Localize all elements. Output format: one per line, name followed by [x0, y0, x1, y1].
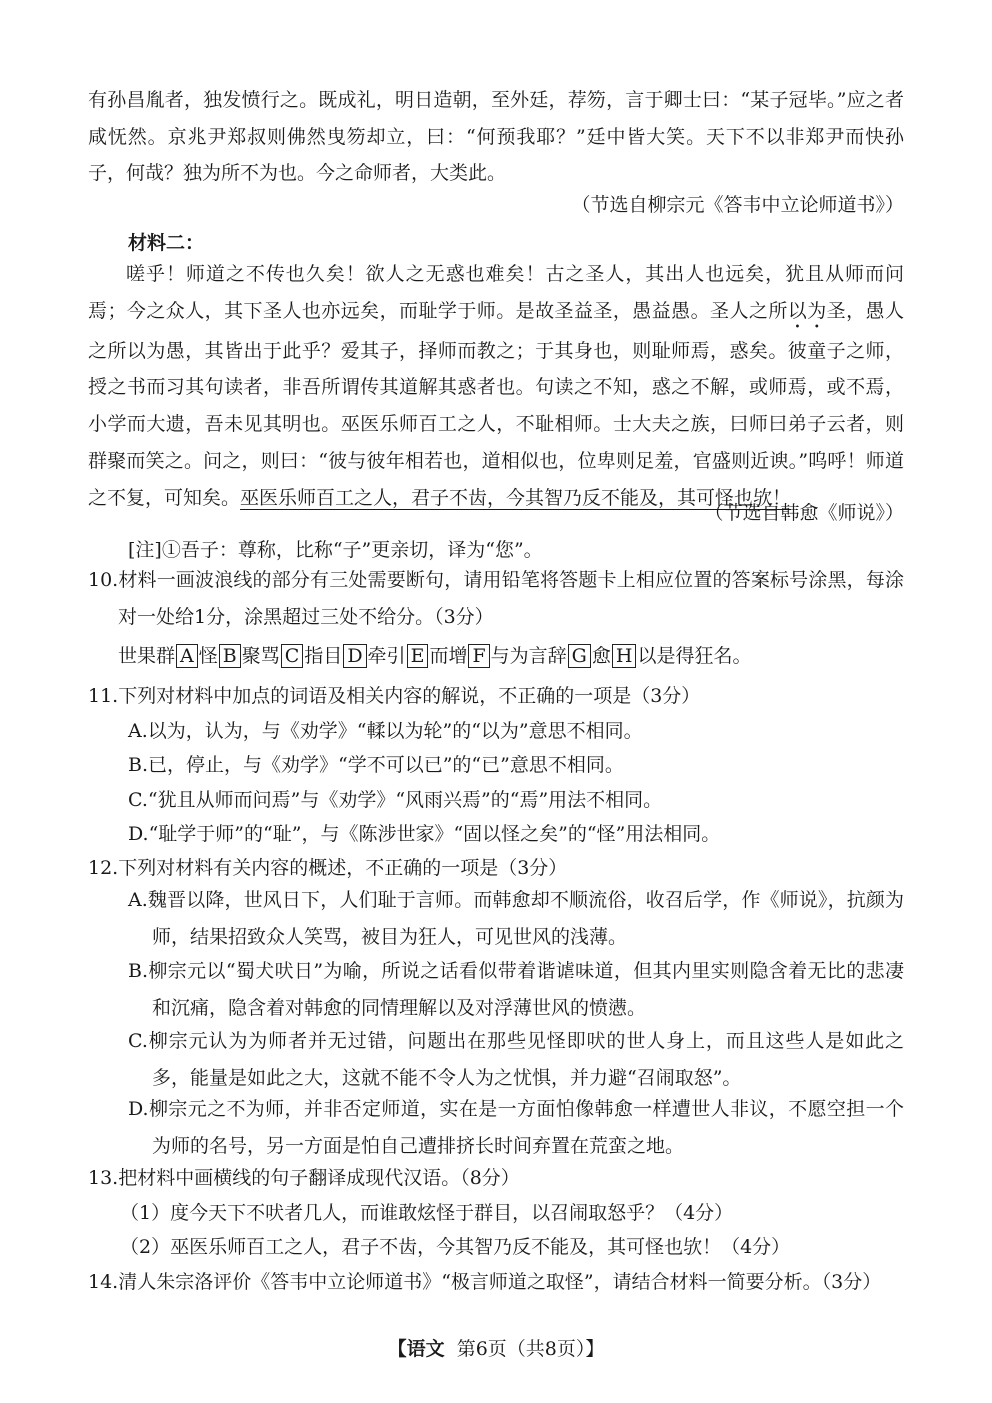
q12-stem: 12.下列对材料有关内容的概述，不正确的一项是（3分） — [88, 857, 568, 879]
passage2-text-a: 嗟乎！师道之不传也久矣！欲人之无惑也难矣！古之圣人，其出人也远矣，犹且从师而问焉；今之众人，其下圣人也亦远矣，而耻学于师。是故圣益圣，愚益愚。圣人之所 — [88, 263, 904, 322]
q10-seg-6: 与为言辞 — [490, 645, 567, 667]
q13-item-2: （2）巫医乐师百工之人，君子不齿，今其智乃反不能及，其可怪也欤！（4分） — [120, 1236, 791, 1258]
passage2-heading: 材料二： — [128, 232, 205, 254]
q10-box-d: D — [343, 644, 366, 668]
q11-option-c: C.“犹且从师而问焉”与《劝学》“风雨兴焉”的“焉”用法不相同。 — [128, 789, 663, 811]
q10-box-g: G — [568, 644, 591, 668]
q10-box-f: F — [468, 644, 489, 668]
q11-stem: 11.下列对材料中加点的词语及相关内容的解说，不正确的一项是（3分） — [88, 685, 701, 707]
footer-subject: 【语文 — [387, 1338, 445, 1360]
q10-seg-4: 牵引 — [367, 645, 406, 667]
passage2-source: （节选自韩愈《师说》） — [704, 502, 904, 524]
passage2-dotted-word: 以为 — [787, 299, 827, 322]
q10-sentence — [118, 641, 751, 668]
q10-seg-7: 愈 — [591, 645, 611, 667]
page-footer — [0, 1334, 992, 1361]
q10-box-h: H — [612, 644, 637, 668]
q12-option-a: A.魏晋以降，世风日下，人们耻于言师。而韩愈却不顺流俗，收召后学，作《师说》，抗颜为师，结果招致众人笑骂，被目为狂人，可见世风的浅薄。 — [128, 889, 904, 948]
q11-option-b: B.已，停止，与《劝学》“学不可以已”的“已”意思不相同。 — [128, 754, 624, 776]
q10-box-b: B — [219, 644, 241, 668]
footer-page-number: 第6页（共8页）】 — [456, 1338, 605, 1360]
q12-option-b: B.柳宗元以“蜀犬吠日”为喻，所说之话看似带着谐谑味道，但其内里实则隐含着无比的悲凄和沉痛，隐含着对韩愈的同情理解以及对浮薄世风的愤懑。 — [128, 960, 904, 1019]
q10-seg-0: 世果群 — [118, 645, 176, 667]
passage2-underlined-sentence: 巫医乐师百工之人，君子不齿，今其智乃反不能及，其可怪也欤！ — [240, 486, 792, 509]
q10-box-a: A — [176, 644, 198, 668]
q13-stem: 13.把材料中画横线的句子翻译成现代汉语。（8分） — [88, 1167, 520, 1189]
q14-stem: 14.清人朱宗洛评价《答韦中立论师道书》“极言师道之取怪”，请结合材料一简要分析。（3分） — [88, 1271, 882, 1293]
q10-seg-3: 指目 — [304, 645, 343, 667]
q10-box-e: E — [407, 644, 429, 668]
q10-box-c: C — [281, 644, 304, 668]
q10-seg-5: 而增 — [429, 645, 468, 667]
q13-item-1: （1）度今天下不吠者几人，而谁敢炫怪于群目，以召闹取怒乎？（4分） — [120, 1202, 734, 1224]
q10-stem: 10.材料一画波浪线的部分有三处需要断句，请用铅笔将答题卡上相应位置的答案标号涂黑，每涂对一处给1分，涂黑超过三处不给分。（3分） — [88, 569, 904, 628]
passage2-text-b: 圣，愚人之所以为愚，其皆出于此乎？爱其子，择师而教之；于其身也，则耻师焉，惑矣。彼童子之师，授之书而习其句读者，非吾所谓传其道解其惑者也。句读之不知，惑之不解，或师焉，或不焉，小学而大遗，吾未见其明也。巫医乐师百工之人，不耻相师。士大夫之族，曰师曰弟子云者，则群聚而笑之。问之，则曰：“彼与彼年相若也，道相似也，位卑则足羞，官盛则近谀。”呜呼！师道之不复，可知矣。 — [88, 299, 904, 509]
q12-option-d: D.柳宗元之不为师，并非否定师道，实在是一方面怕像韩愈一样遭世人非议，不愿空担一个为师的名号，另一方面是怕自己遭排挤长时间弃置在荒蛮之地。 — [128, 1098, 904, 1157]
q10-seg-8: 以是得狂名。 — [637, 645, 752, 667]
annotation-note: [注]①吾子：尊称，比称“子”更亲切，译为“您”。 — [128, 539, 543, 561]
passage2-text — [88, 256, 904, 516]
q12-option-c: C.柳宗元认为为师者并无过错，问题出在那些见怪即吠的世人身上，而且这些人是如此之多，能量是如此之大，这就不能不令人为之忧惧，并力避“召闹取怒”。 — [128, 1030, 904, 1089]
q10-seg-1: 怪 — [198, 645, 218, 667]
passage1-text: 有孙昌胤者，独发愤行之。既成礼，明日造朝，至外廷，荐笏，言于卿士曰：“某子冠毕。”应之者咸怃然。京兆尹郑叔则佛然曳笏却立，曰：“何预我耶？”廷中皆大笑。天下不以非郑尹而快孙子，何哉？独为所不为也。今之命师者，大类此。 — [88, 89, 904, 185]
q11-option-d: D.“耻学于师”的“耻”，与《陈涉世家》“固以怪之矣”的“怪”用法相同。 — [128, 823, 721, 845]
passage1-source: （节选自柳宗元《答韦中立论师道书》） — [571, 194, 904, 216]
q10-seg-2: 聚骂 — [241, 645, 280, 667]
q11-option-a: A.以为，认为，与《劝学》“輮以为轮”的“以为”意思不相同。 — [128, 720, 643, 742]
